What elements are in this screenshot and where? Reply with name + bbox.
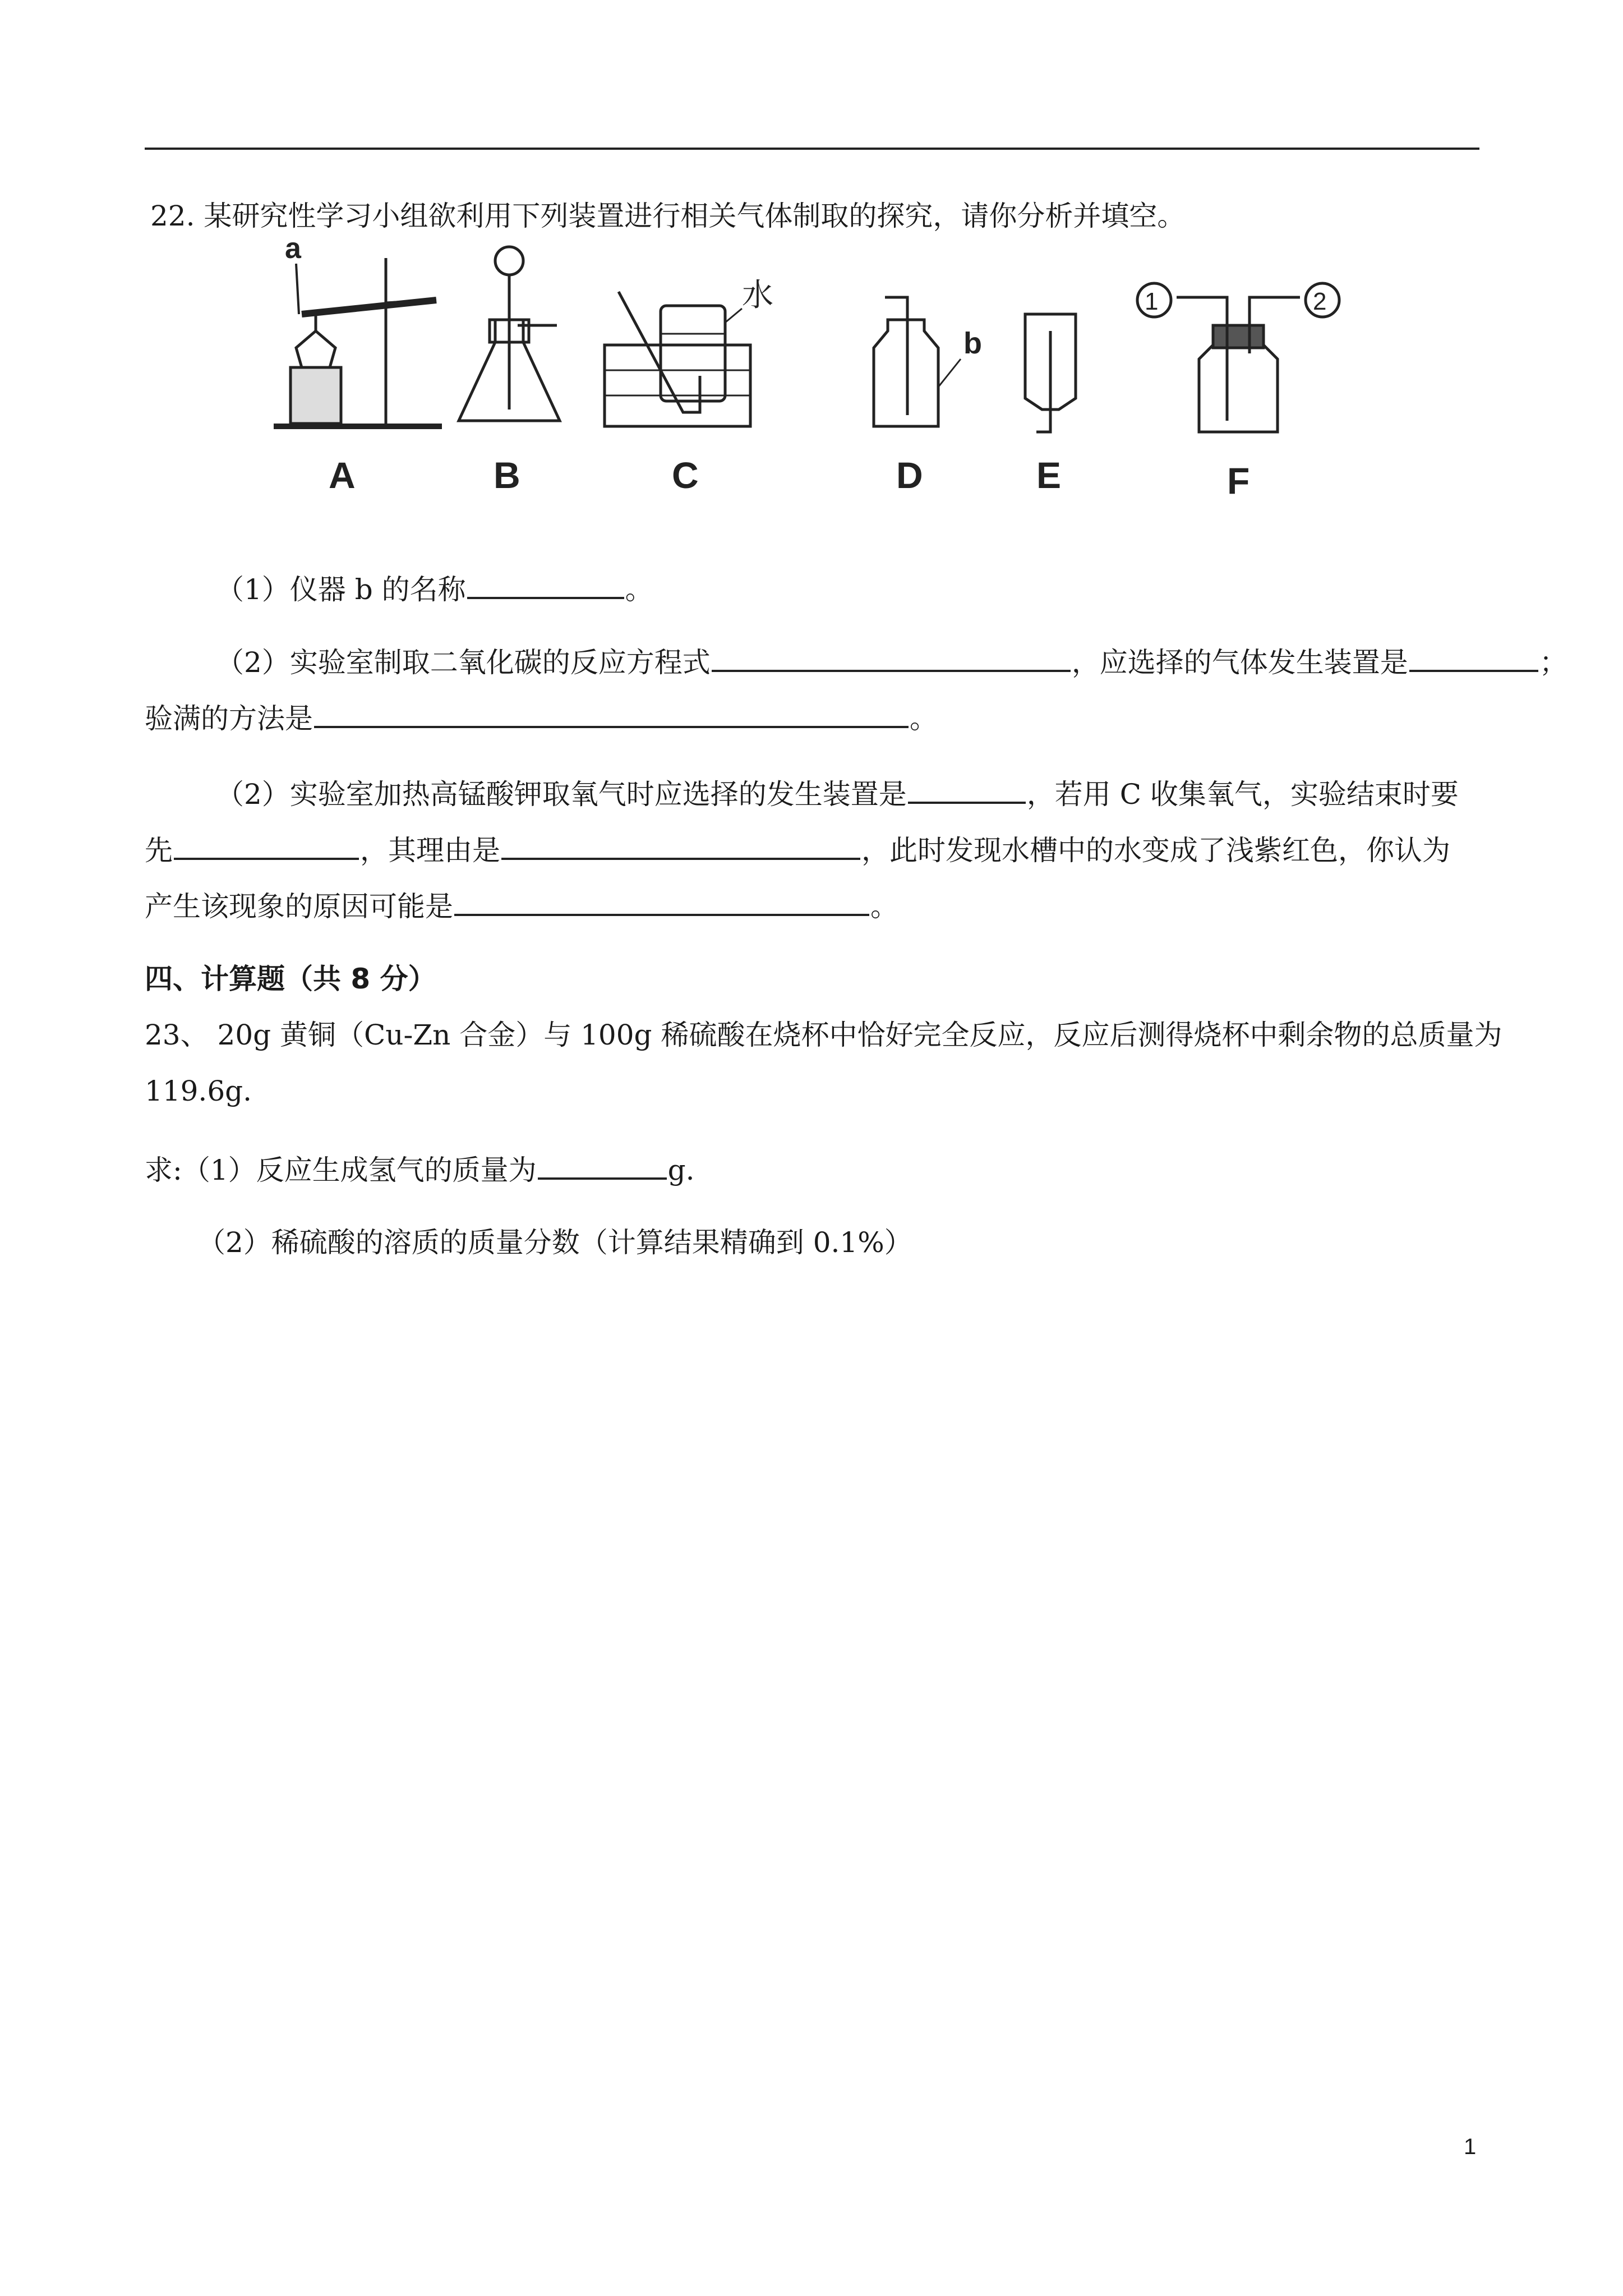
apparatus-b xyxy=(459,247,560,496)
q22-intro: 22. 某研究性学习小组欲利用下列装置进行相关气体制取的探究，请你分析并填空。 xyxy=(150,200,1186,232)
answer-blank[interactable] xyxy=(501,833,860,860)
answer-blank[interactable] xyxy=(712,645,1071,672)
label-water: 水 xyxy=(742,277,773,312)
label-E: E xyxy=(1036,454,1062,496)
answer-blank[interactable] xyxy=(908,777,1026,804)
q22-part3: （2）实验室加热高锰酸钾取氧气时应选择的发生装置是 ，若用 C 收集氧气，实验结束时要 xyxy=(216,778,1459,811)
answer-blank[interactable] xyxy=(174,833,359,860)
apparatus-c xyxy=(605,277,773,496)
apparatus-figure xyxy=(268,241,1362,510)
q22-part1-text: （1）仪器 b 的名称 xyxy=(216,573,466,606)
label-D: D xyxy=(896,454,923,496)
q23-sub2: （2）稀硫酸的溶质的质量分数（计算结果精确到 0.1%） xyxy=(197,1226,912,1259)
apparatus-f xyxy=(1137,283,1339,501)
q23-sub1: 求:（1）反应生成氢气的质量为 g. xyxy=(145,1154,695,1186)
section-heading: 四、计算题（共 8 分） xyxy=(145,963,436,995)
q23-line2: 119.6g. xyxy=(145,1075,252,1107)
answer-blank[interactable] xyxy=(1409,645,1538,672)
label-b-small: b xyxy=(963,326,982,360)
page-number: 1 xyxy=(1464,2134,1477,2159)
apparatus-a xyxy=(274,241,442,496)
q22-part2-line2: 验满的方法是 。 xyxy=(145,702,938,735)
answer-blank[interactable] xyxy=(467,572,624,599)
svg-text:1: 1 xyxy=(1145,288,1159,315)
apparatus-e xyxy=(1025,314,1076,496)
answer-blank[interactable] xyxy=(454,889,869,916)
label-A: A xyxy=(329,454,356,496)
label-C: C xyxy=(672,454,699,496)
q23-line1: 23、 20g 黄铜（Cu-Zn 合金）与 100g 稀硫酸在烧杯中恰好完全反应，反应后测得烧杯中剩余物的总质量为 xyxy=(145,1019,1502,1051)
answer-blank[interactable] xyxy=(314,701,909,728)
q22-part3-line2: 先 ，其理由是 ，此时发现水槽中的水变成了浅紫红色，你认为 xyxy=(145,834,1450,867)
label-a-small: a xyxy=(285,241,301,265)
q22-part3-line3: 产生该现象的原因可能是 。 xyxy=(145,890,898,923)
svg-text:2: 2 xyxy=(1313,288,1327,315)
label-B: B xyxy=(494,454,520,496)
label-F: F xyxy=(1227,460,1250,501)
q22-part1: （1）仪器 b 的名称 。 xyxy=(216,573,653,606)
apparatus-d xyxy=(874,297,982,496)
header-rule xyxy=(145,148,1479,150)
answer-blank[interactable] xyxy=(538,1153,667,1180)
q22-part2: （2）实验室制取二氧化碳的反应方程式 ，应选择的气体发生装置是 ； xyxy=(216,646,1567,679)
